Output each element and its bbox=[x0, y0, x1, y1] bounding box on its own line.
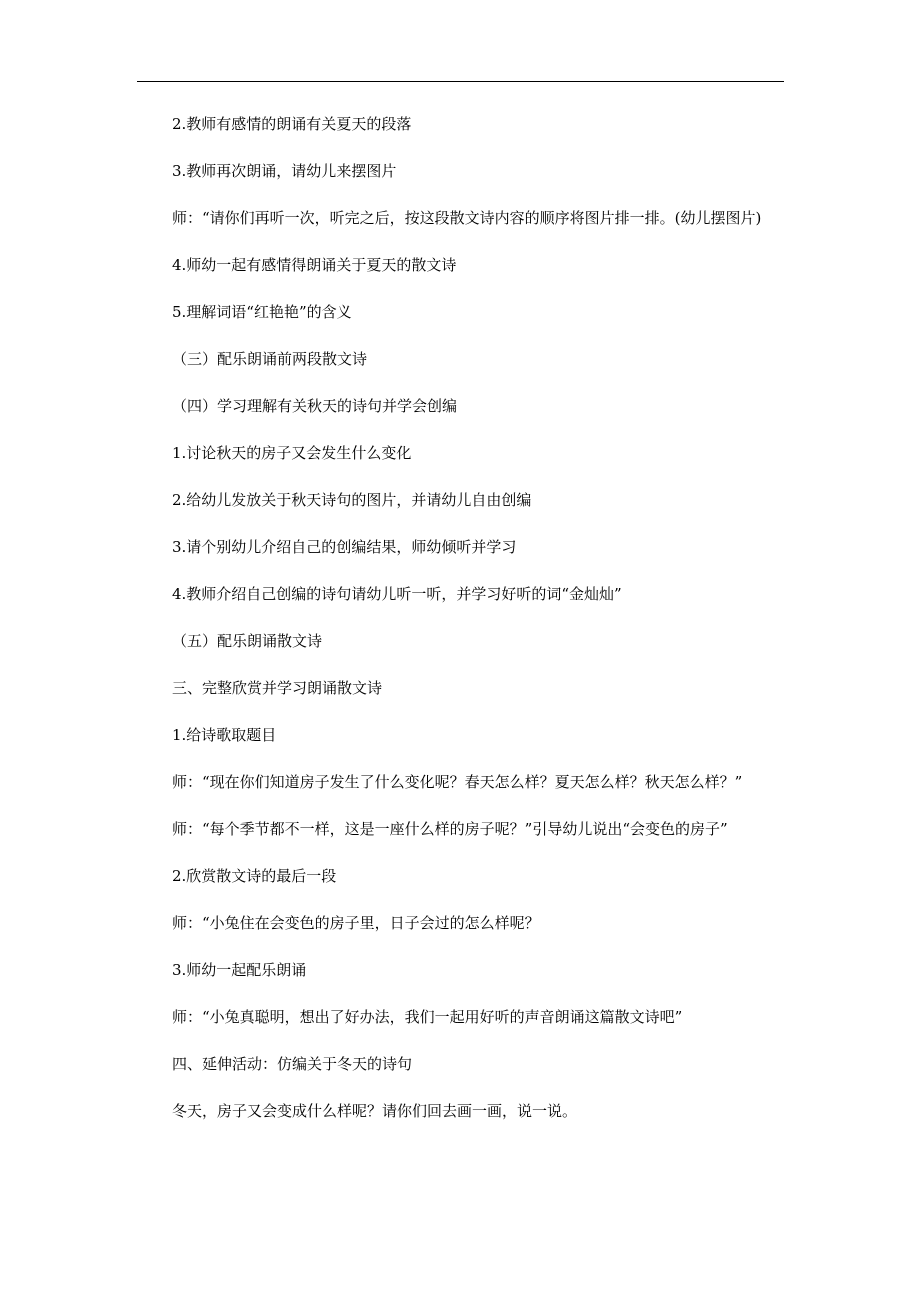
section-heading: （四）学习理解有关秋天的诗句并学会创编 bbox=[172, 397, 458, 415]
paragraph: 1.讨论秋天的房子又会发生什么变化 bbox=[172, 444, 412, 462]
section-heading: 四、延伸活动：仿编关于冬天的诗句 bbox=[172, 1055, 413, 1073]
section-heading: （三）配乐朗诵前两段散文诗 bbox=[172, 350, 368, 368]
paragraph: 4.师幼一起有感情得朗诵关于夏天的散文诗 bbox=[172, 256, 457, 274]
paragraph: 师：“请你们再听一次，听完之后，按这段散文诗内容的顺序将图片排一排。(幼儿摆图片) bbox=[172, 209, 762, 227]
section-heading: 三、完整欣赏并学习朗诵散文诗 bbox=[172, 679, 383, 697]
paragraph: 5.理解词语“红艳艳”的含义 bbox=[172, 303, 352, 321]
document-body bbox=[137, 113, 784, 1147]
paragraph: 师：“每个季节都不一样，这是一座什么样的房子呢？”引导幼儿说出“会变色的房子” bbox=[172, 820, 728, 838]
paragraph: 3.教师再次朗诵，请幼儿来摆图片 bbox=[172, 162, 397, 180]
paragraph: 4.教师介绍自己创编的诗句请幼儿听一听，并学习好听的词“金灿灿” bbox=[172, 585, 622, 603]
paragraph: 师：“小兔住在会变色的房子里，日子会过的怎么样呢？ bbox=[172, 914, 540, 932]
paragraph: 3.请个别幼儿介绍自己的创编结果，师幼倾听并学习 bbox=[172, 538, 517, 556]
paragraph: 3.师幼一起配乐朗诵 bbox=[172, 961, 307, 979]
paragraph: 1.给诗歌取题目 bbox=[172, 726, 277, 744]
paragraph: 师：“现在你们知道房子发生了什么变化呢？春天怎么样？夏天怎么样？秋天怎么样？” bbox=[172, 773, 743, 791]
section-heading: （五）配乐朗诵散文诗 bbox=[172, 632, 323, 650]
paragraph: 2.给幼儿发放关于秋天诗句的图片，并请幼儿自由创编 bbox=[172, 491, 532, 509]
paragraph: 2.欣赏散文诗的最后一段 bbox=[172, 867, 337, 885]
paragraph: 师：“小兔真聪明，想出了好办法，我们一起用好听的声音朗诵这篇散文诗吧” bbox=[172, 1008, 683, 1026]
paragraph: 2.教师有感情的朗诵有关夏天的段落 bbox=[172, 115, 412, 133]
header-rule bbox=[137, 81, 784, 82]
paragraph: 冬天，房子又会变成什么样呢？请你们回去画一画，说一说。 bbox=[172, 1102, 578, 1120]
